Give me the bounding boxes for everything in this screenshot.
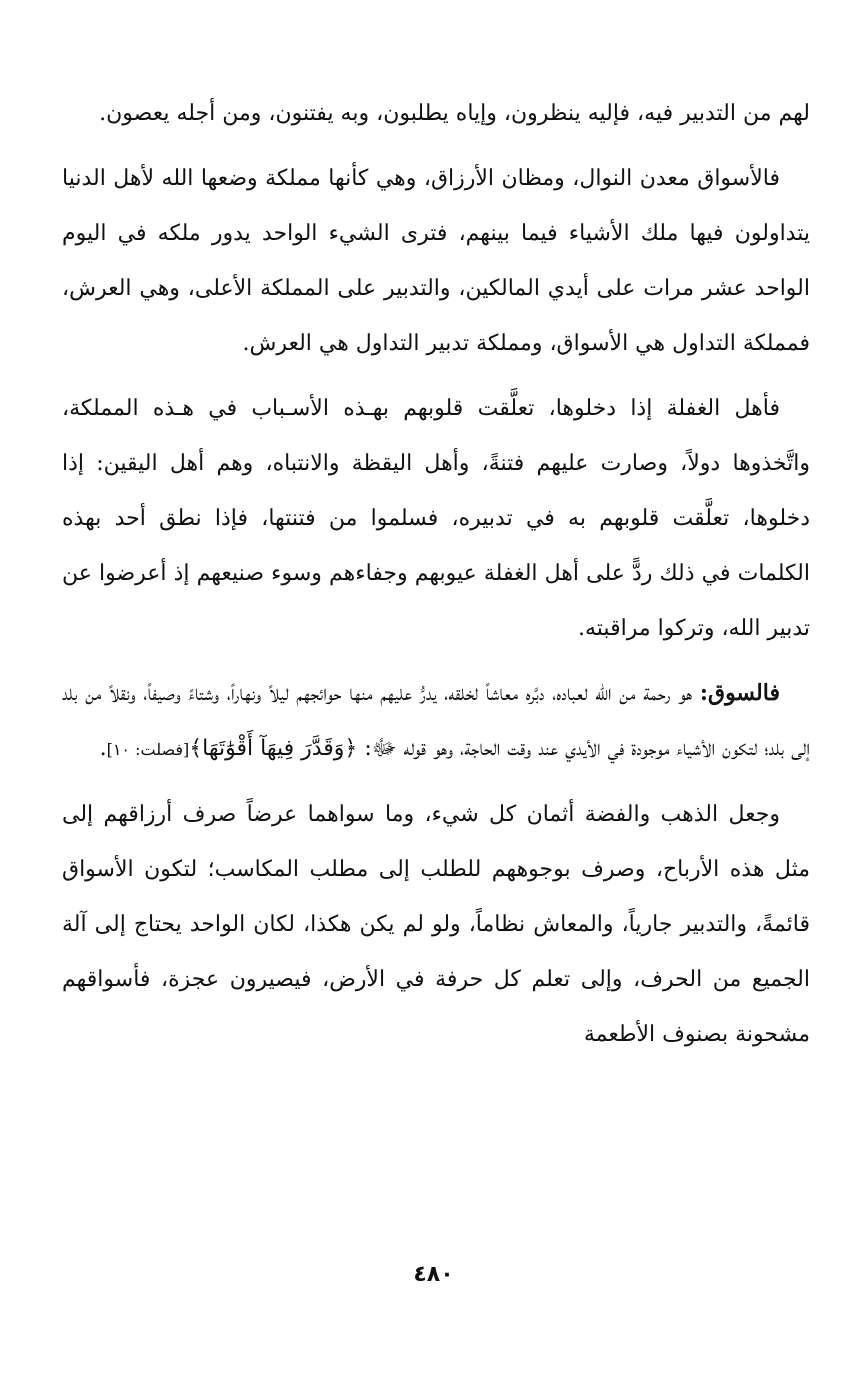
paragraph-5-text: وجعل الذهب والفضة أثمان كل شيء، وما سواهما عرضاً صرف أرزاقهم إلى مثل هذه الأرباح، وصرف بوجوههم للطلب إلى مطلب المكاسب؛ لتكون الأسواق قائمةً، والتدبير جارياً، والمعاش نظاماً، ولو لم يكن هكذا، لكان الواحد يحتاج إلى آلة الجميع من الحرف، وإلى تعلم كل حرفة في الأرض، فيصيرون عجزة، فأسواقهم مشحونة بصنوف الأطعمة (62, 802, 810, 1047)
paragraph-1-text: لهم من التدبير فيه، فإليه ينظرون، وإياه يطلبون، وبه يفتنون، ومن أجله يعصون. (99, 101, 810, 126)
paragraph-4-lead: فالسوق: (699, 680, 780, 706)
paragraph-4-text: هو رحمة من الله لعباده، دبَّره معاشاً لخلقه، يدرُّ عليهم منها حوائجهم ليلاً ونهاراً، وشتاءً وصيفاً، ونقلاً من بلد إلى بلد؛ لتكون الأشياء موجودة في الأيدي عند وقت الحاجة، وهو قوله ﷻ: (62, 681, 810, 761)
verse-reference: [فصلت: ١٠] (106, 740, 190, 759)
page-number: ٤٨٠ (413, 1262, 454, 1287)
paragraph-2-text: فالأسواق معدن النوال، ومظان الأرزاق، وهي كأنها مملكة وضعها الله لأهل الدنيا يتداولون فيها ملك الأشياء فيما بينهم، فترى الشيء الواحد يدور ملكه في اليوم الواحد عشر مرات على أيدي المالكين، والتدبير على المملكة الأعلى، وهي العرش، فمملكة التداول هي الأسواق، ومملكة تدبير التداول هي العرش. (62, 166, 810, 356)
paragraph-5 (62, 787, 810, 1062)
paragraph-4 (62, 666, 810, 777)
paragraph-3-text: فأهل الغفلة إذا دخلوها، تعلَّقت قلوبهم بهـذه الأسـباب في هـذه المملكة، واتَّخذوها دولاً، وصارت عليهم فتنةً، وأهل اليقظة والانتباه، وهم أهل اليقين: إذا دخلوها، تعلَّقت قلوبهم به في تدبيره، فسلموا من فتنتها، فإذا نطق أحد بهذه الكلمات في ذلك ردًّ على أهل الغفلة عيوبهم وجفاءهم وسوء صنيعهم إذ أعرضوا عن تدبير الله، وتركوا مراقبته. (62, 396, 810, 641)
quran-verse: ﴿وَقَدَّرَ فِيهَآ أَقْوَٰتَهَا﴾ (189, 736, 358, 761)
paragraph-3 (62, 381, 810, 656)
page-body (62, 86, 810, 1062)
paragraph-4-end: . (99, 736, 107, 761)
paragraph-1 (62, 86, 810, 141)
paragraph-2 (62, 151, 810, 371)
